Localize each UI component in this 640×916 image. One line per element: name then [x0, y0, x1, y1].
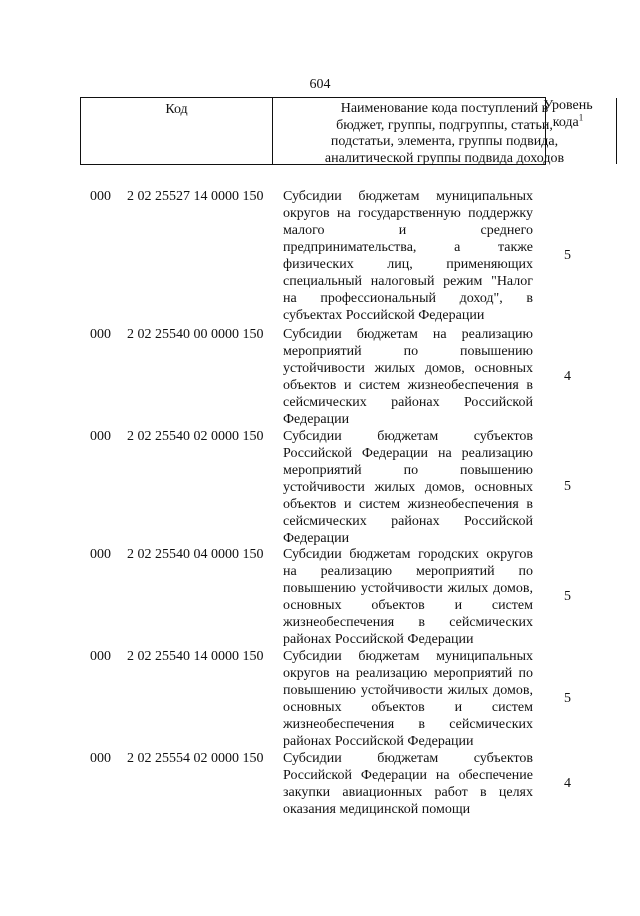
row-prefix-code: 000 [90, 751, 111, 766]
header-name-label: Наименование кода поступлений в бюджет, группы, подгруппы, статьи, подстатьи, элемента, группы подвида, аналитической группы подвида доходов [324, 101, 565, 166]
table-header [80, 97, 565, 166]
row-name-line: субъектах Российской Федерации [283, 308, 485, 323]
row-level: 5 [564, 248, 571, 263]
row-budget-code: 2 02 25540 00 0000 150 [127, 327, 264, 342]
row-name-line: Федерации [283, 412, 350, 427]
row-prefix-code: 000 [90, 327, 111, 342]
row-budget-code: 2 02 25527 14 0000 150 [127, 189, 264, 204]
row-level: 4 [564, 369, 571, 384]
row-budget-code: 2 02 25540 02 0000 150 [127, 429, 264, 444]
row-name-line: на реализацию мероприятий по [283, 564, 533, 579]
row-name-line: Субсидии бюджетам муниципальных [283, 189, 533, 204]
row-name-line: устойчивости жилых домов, основных [283, 480, 533, 495]
header-code-label: Код [165, 102, 188, 117]
row-name-line: районах Российской Федерации [283, 632, 474, 647]
table-row [0, 428, 640, 547]
row-name [283, 546, 533, 648]
table-row [0, 546, 640, 648]
header-level-line2-wrap [536, 114, 600, 131]
row-name [283, 648, 533, 750]
row-name-line: объектов и систем жизнеобеспечения в [283, 378, 533, 393]
row-name-line: предпринимательства, а также [283, 240, 533, 255]
row-name-line: специальный налоговый режим "Налог [283, 274, 533, 289]
header-level-line1: Уровень [543, 98, 593, 113]
page-number: 604 [309, 77, 331, 92]
row-name-line: Российской Федерации на обеспечение [283, 768, 533, 783]
row-name-line: оказания медицинской помощи [283, 802, 471, 817]
header-code-cell [81, 98, 273, 164]
row-prefix-code: 000 [90, 649, 111, 664]
row-name-line: объектов и систем жизнеобеспечения в [283, 497, 533, 512]
row-name-line: на профессиональный доход", в [283, 291, 533, 306]
row-name-line: основных объектов и систем [283, 598, 533, 613]
row-name-line: районах Российской Федерации [283, 734, 474, 749]
row-level: 4 [564, 776, 571, 791]
row-level: 5 [564, 479, 571, 494]
row-name-line: сейсмических районах Российской [283, 514, 533, 529]
header-level-label [536, 97, 600, 131]
row-name-line: жизнеобеспечения в сейсмических [283, 717, 533, 732]
row-name-line: основных объектов и систем [283, 700, 533, 715]
row-name-line: мероприятий по повышению [283, 344, 533, 359]
row-prefix-code: 000 [90, 547, 111, 562]
row-name-line: повышению устойчивости жилых домов, [283, 581, 533, 596]
row-name-line: сейсмических районах Российской [283, 395, 533, 410]
row-name-line: закупки авиационных работ в целях [283, 785, 533, 800]
row-name-line: Субсидии бюджетам на реализацию [283, 327, 533, 342]
row-level: 5 [564, 691, 571, 706]
row-name-line: округов на государственную поддержку [283, 206, 533, 221]
table-row [0, 750, 640, 818]
row-budget-code: 2 02 25554 02 0000 150 [127, 751, 264, 766]
table-row [0, 648, 640, 750]
row-prefix-code: 000 [90, 189, 111, 204]
row-name [283, 188, 533, 324]
row-name-line: Федерации [283, 531, 350, 546]
header-level-line2: кода [552, 115, 579, 130]
row-budget-code: 2 02 25540 14 0000 150 [127, 649, 264, 664]
row-name-line: Субсидии бюджетам субъектов [283, 429, 533, 444]
row-name-line: устойчивости жилых домов, основных [283, 361, 533, 376]
row-budget-code: 2 02 25540 04 0000 150 [127, 547, 264, 562]
row-name-line: Субсидии бюджетам субъектов [283, 751, 533, 766]
row-name [283, 428, 533, 547]
row-name-line: физических лиц, применяющих [283, 257, 533, 272]
table-row [0, 188, 640, 324]
row-name-line: округов на реализацию мероприятий по [283, 666, 533, 681]
header-level-footnote: 1 [578, 112, 584, 123]
row-name-line: Субсидии бюджетам городских округов [283, 547, 533, 562]
row-name-line: мероприятий по повышению [283, 463, 533, 478]
row-name-line: жизнеобеспечения в сейсмических [283, 615, 533, 630]
row-name-line: повышению устойчивости жилых домов, [283, 683, 533, 698]
row-name-line: малого и среднего [283, 223, 533, 238]
row-level: 5 [564, 589, 571, 604]
table-row [0, 326, 640, 428]
row-name [283, 326, 533, 428]
row-name-line: Субсидии бюджетам муниципальных [283, 649, 533, 664]
row-name [283, 750, 533, 818]
row-name-line: Российской Федерации на реализацию [283, 446, 533, 461]
row-prefix-code: 000 [90, 429, 111, 444]
